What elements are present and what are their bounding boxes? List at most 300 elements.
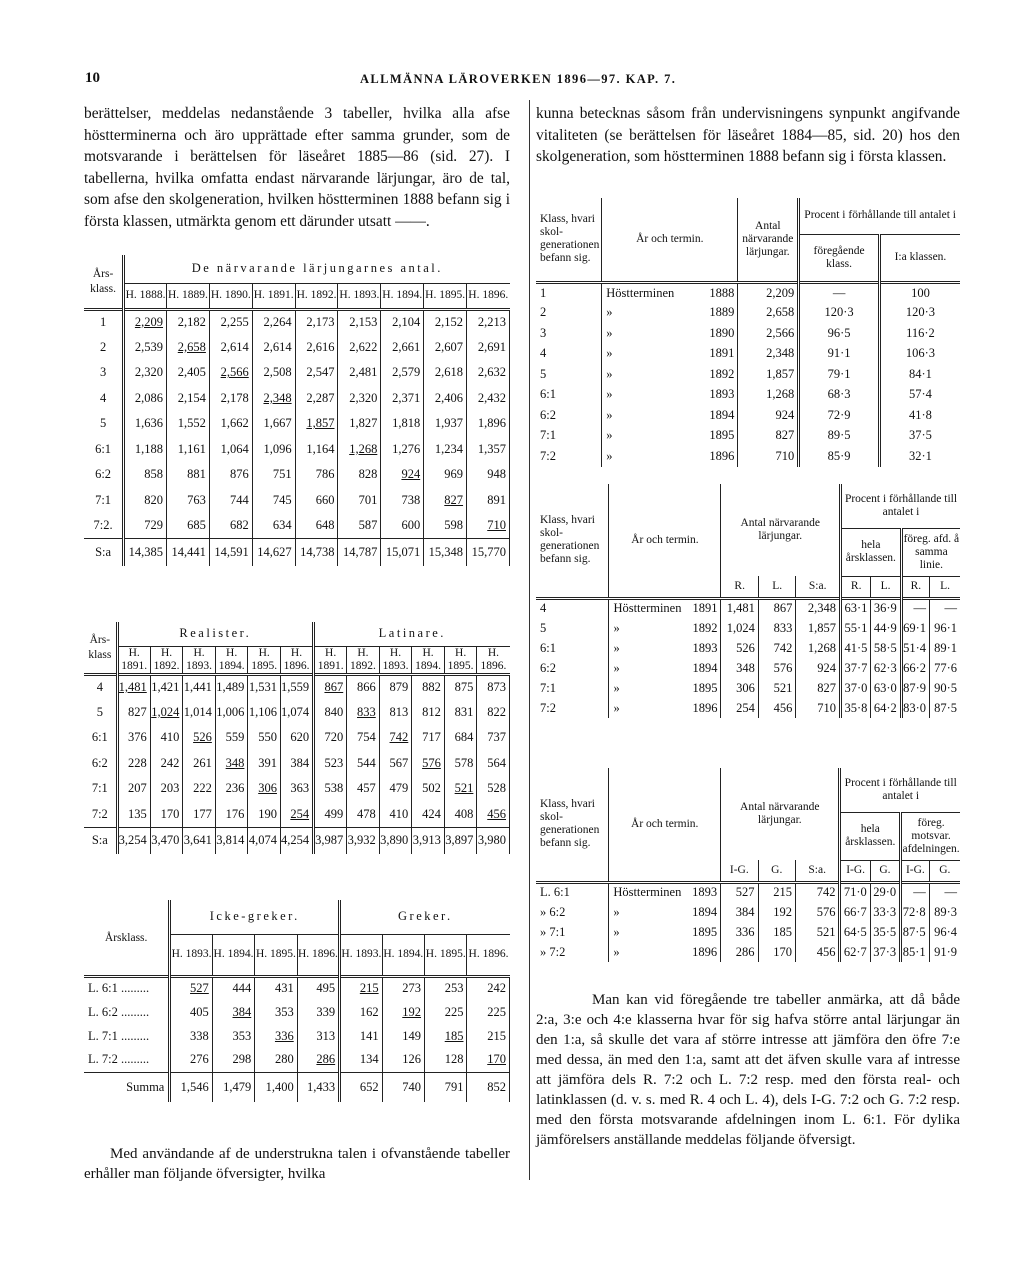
row-termin: » [606, 366, 613, 381]
table-cell: 225 [425, 1000, 467, 1024]
table1-year-header: H. 1894. [381, 283, 424, 309]
row-klass-label: 5 [536, 364, 602, 385]
table-cell: 738 [381, 488, 424, 514]
table5-sub-header: S:a. [796, 576, 841, 598]
row-termin: » [613, 660, 620, 675]
table-row [84, 513, 510, 539]
row-klass-label: 3 [84, 360, 124, 386]
table-cell: 502 [412, 776, 445, 802]
table-cell: 1,357 [467, 437, 510, 463]
table-cell: 62·7 [840, 942, 870, 962]
table-cell: 2,371 [381, 386, 424, 412]
total-label: S:a [84, 539, 124, 566]
table-cell: 833 [347, 700, 380, 726]
table-cell: 149 [382, 1024, 424, 1048]
table-cell: 41·5 [840, 638, 870, 658]
row-klass-label: » 7:2 [536, 942, 609, 962]
row-klass-label: L. 6:2 ......... [84, 1000, 170, 1024]
table-cell: 717 [412, 725, 445, 751]
table-cell: 550 [248, 725, 281, 751]
row-klass-label: 5 [536, 618, 609, 638]
table-cell: 528 [477, 776, 510, 802]
table-cell: 55·1 [840, 618, 870, 638]
table-cell: 969 [424, 462, 467, 488]
table-cell: 763 [167, 488, 210, 514]
row-termin: Höstterminen [606, 285, 675, 300]
table-cell: 2,173 [295, 309, 338, 335]
total-label: Summa [84, 1072, 170, 1102]
row-year: 1891 [682, 598, 721, 618]
table-cell: 1,234 [424, 437, 467, 463]
row-klass-label: 6:1 [536, 385, 602, 406]
table-cell: 33·3 [870, 902, 900, 922]
table-cell: 63·0 [871, 678, 901, 698]
row-antal: 2,566 [738, 323, 799, 344]
table-cell: — [944, 601, 957, 616]
table-cell: 685 [167, 513, 210, 539]
table6-h-termin: År och termin. [609, 768, 721, 882]
row-termin: » [606, 346, 613, 361]
column-divider [529, 100, 530, 1180]
table-cell: 83·0 [901, 698, 929, 718]
total-cell: 14,627 [252, 539, 295, 566]
table-cell: 192 [758, 902, 795, 922]
total-cell: 3,470 [150, 827, 183, 854]
table-cell: 384 [721, 902, 758, 922]
table-row [84, 462, 510, 488]
table-cell: 185 [425, 1024, 467, 1048]
table-row [84, 700, 510, 726]
table-cell: 58·5 [871, 638, 901, 658]
row-klass-label: 6:2 [536, 658, 609, 678]
row-klass-label: 4 [84, 386, 124, 412]
total-cell: 3,913 [412, 827, 445, 854]
table-cell: 924 [381, 462, 424, 488]
table-cell: 203 [150, 776, 183, 802]
row-termin: Höstterminen [613, 885, 682, 900]
row-termin: » [613, 700, 620, 715]
table-cell: 875 [444, 674, 477, 700]
table-cell: 1,857 [796, 618, 841, 638]
table-row [84, 725, 510, 751]
row-klass-label: 7:2. [84, 513, 124, 539]
table-cell: 456 [795, 942, 840, 962]
table-cell: 1,896 [467, 411, 510, 437]
row-termin: » [613, 904, 620, 919]
table-cell: 87·5 [934, 700, 957, 715]
table2-year-header: H. 1895. [444, 646, 477, 674]
row-termin: » [606, 325, 613, 340]
row-klass-label: 6:1 [84, 437, 124, 463]
table-cell: 170 [150, 802, 183, 828]
table-cell: 37·3 [870, 942, 900, 962]
table-row [536, 618, 960, 638]
table-cell: 840 [314, 700, 347, 726]
table-row [84, 309, 510, 335]
table-cell: 2,432 [467, 386, 510, 412]
table-cell: 72·8 [901, 902, 930, 922]
table-cell: 2,614 [252, 335, 295, 361]
table1-year-header: H. 1895. [424, 283, 467, 309]
table-cell: 866 [347, 674, 380, 700]
table-cell: 2,406 [424, 386, 467, 412]
table-cell: 2,348 [252, 386, 295, 412]
table-cell: 682 [209, 513, 252, 539]
table-cell: 225 [467, 1000, 510, 1024]
row-forsta: 84·1 [908, 366, 932, 381]
row-forsta: 120·3 [905, 305, 936, 320]
table-cell: 405 [170, 1000, 212, 1024]
table-cell: 128 [425, 1048, 467, 1072]
page-number: 10 [85, 70, 100, 86]
table-cell: 313 [297, 1024, 339, 1048]
row-forsta: 37·5 [908, 428, 932, 443]
table-cell: 2,182 [167, 309, 210, 335]
row-year: 1896 [682, 698, 721, 718]
table-row [536, 303, 960, 324]
table1-year-header: H. 1889. [167, 283, 210, 309]
row-klass-label: 1 [84, 309, 124, 335]
table-cell: 478 [347, 802, 380, 828]
table2-year-header: H. 1894. [215, 646, 248, 674]
table-cell: 242 [150, 751, 183, 777]
table-cell: 456 [477, 802, 510, 828]
table-cell: 2,320 [338, 386, 381, 412]
table-cell: 1,552 [167, 411, 210, 437]
table-cell: 1,937 [424, 411, 467, 437]
table-cell: 576 [758, 658, 795, 678]
row-year: 1894 [682, 658, 721, 678]
table-row [536, 446, 960, 467]
table5-h-klass: Klass, hvari skol-generationen befann sig. [536, 484, 609, 598]
table-cell: 431 [255, 976, 297, 1000]
table2-group-latinare: Latinare. [314, 622, 510, 646]
table-cell: 948 [467, 462, 510, 488]
table-cell: 66·2 [901, 658, 929, 678]
row-forsta: 106·3 [905, 346, 936, 361]
row-klass-label: L. 6:1 [536, 882, 609, 902]
table-row [536, 323, 960, 344]
total-cell: 740 [382, 1072, 424, 1102]
table3-year-header: H. 1896. [297, 934, 339, 976]
table-cell: 1,827 [338, 411, 381, 437]
row-termin: » [613, 924, 620, 939]
table-cell: 744 [209, 488, 252, 514]
table4-h-foregaende: föregående klass. [799, 234, 880, 282]
row-klass-label: L. 7:2 ......... [84, 1048, 170, 1072]
table3-year-header: H. 1893. [340, 934, 382, 976]
table5-sub-header: L. [871, 576, 901, 598]
table-cell: 521 [758, 678, 795, 698]
table-cell: 1,489 [215, 674, 248, 700]
table4-h-procent: Procent i förhållande till antalet i [799, 198, 960, 234]
table-cell: — [901, 598, 929, 618]
table3-group-icke-greker: Icke-greker. [170, 900, 340, 934]
table-cell: 499 [314, 802, 347, 828]
table-cell: 29·0 [870, 882, 900, 902]
table5-h-procent: Procent i förhållande till antalet i [840, 484, 960, 528]
table-cell: 2,547 [295, 360, 338, 386]
table-cell: 456 [758, 698, 795, 718]
row-klass-label: 7:1 [84, 488, 124, 514]
table-cell: 51·4 [901, 638, 929, 658]
total-cell: 15,770 [467, 539, 510, 566]
table-cell: 710 [796, 698, 841, 718]
table2-year-header: H. 1892. [347, 646, 380, 674]
table-cell: 336 [255, 1024, 297, 1048]
table5-h-foreg: föreg. afd. å samma linie. [901, 528, 960, 576]
table6-sub-header: G. [939, 864, 951, 876]
row-termin: » [613, 620, 620, 635]
row-klass-label: 6:1 [536, 638, 609, 658]
table-row [84, 802, 510, 828]
table-cell: 170 [758, 942, 795, 962]
row-klass-label: 6:2 [84, 751, 117, 777]
table-total-row [84, 539, 510, 566]
table-cell: 876 [209, 462, 252, 488]
table-cell: 215 [758, 882, 795, 902]
table2-year-header: H. 1893. [379, 646, 412, 674]
table-cell: 538 [314, 776, 347, 802]
table-cell: 176 [215, 802, 248, 828]
row-klass-label: 6:2 [84, 462, 124, 488]
table-cell: 2,405 [167, 360, 210, 386]
table-cell: 1,276 [381, 437, 424, 463]
table-cell: 1,096 [252, 437, 295, 463]
table-cell: 37·0 [840, 678, 870, 698]
row-foregaende: 96·5 [799, 323, 880, 344]
table-row [536, 922, 960, 942]
table-cell: 336 [721, 922, 758, 942]
table5-sub-header: R. [901, 576, 929, 598]
total-cell: 1,433 [297, 1072, 339, 1102]
total-cell: 14,385 [124, 539, 167, 566]
row-termin: » [613, 640, 620, 655]
table-total-row [84, 827, 510, 854]
table-cell: 348 [721, 658, 758, 678]
table-cell: 684 [444, 725, 477, 751]
table-cell: 742 [758, 638, 795, 658]
table-vitalitet-klasser [536, 198, 960, 467]
table-greker [84, 900, 510, 1102]
table-realister-latinare [84, 622, 510, 854]
table-cell: 1,161 [167, 437, 210, 463]
total-cell: 3,932 [347, 827, 380, 854]
table6-h-foreg: föreg. motsvar. afdelningen. [901, 812, 960, 860]
table-cell: 35·8 [840, 698, 870, 718]
total-cell: 15,071 [381, 539, 424, 566]
row-year: 1890 [674, 323, 738, 344]
row-antal: 1,857 [738, 364, 799, 385]
table-cell: 521 [444, 776, 477, 802]
table-cell: 134 [340, 1048, 382, 1072]
table-cell: 660 [295, 488, 338, 514]
table-cell: 215 [340, 976, 382, 1000]
table-cell: 192 [382, 1000, 424, 1024]
table-cell: 867 [758, 598, 795, 618]
table-cell: 348 [215, 751, 248, 777]
table-cell: 376 [117, 725, 150, 751]
table-cell: 185 [758, 922, 795, 942]
row-year: 1894 [674, 405, 738, 426]
row-foregaende: 85·9 [799, 446, 880, 467]
table5-h-antal: Antal närvarande lärjungar. [721, 484, 841, 576]
total-cell: 14,787 [338, 539, 381, 566]
right-closing-paragraph: Man kan vid föregående tre tabeller anmärka, att då både 2:a, 3:e och 4:e klasserna hvar för sig hafva större antal lärjungar än den 1:a, så skulle det vara af större intresse att jämföra den öfre 7:e med dessa, än med den 1:a, samt att det äfven skulle vara af intresse att jämföra dels R. 7:2 och L. 7:2 resp. med den första real- och latinklassen (d. v. s. med R. 4 och L. 4), dels I-G. 7:2 och G. 7:2 resp. med den första motsvarande afdelningen inom L. 6:1. För dylika jämförelsers anställande meddelas följande öfversigt. [536, 992, 960, 1148]
total-cell: 1,546 [170, 1072, 212, 1102]
table-cell: 882 [412, 674, 445, 700]
table-cell: 2,264 [252, 309, 295, 335]
table-cell: 87·9 [901, 678, 929, 698]
table-cell: 742 [795, 882, 840, 902]
total-cell: 3,641 [183, 827, 216, 854]
row-foregaende: 79·1 [799, 364, 880, 385]
row-antal: 2,348 [738, 344, 799, 365]
table2-year-header: H. 1892. [150, 646, 183, 674]
table-row [536, 598, 960, 618]
table-cell: 523 [314, 751, 347, 777]
table-cell: 2,691 [467, 335, 510, 361]
table-cell: 1,636 [124, 411, 167, 437]
table4-h-forsta: I:a klassen. [894, 251, 947, 263]
table-cell: 924 [796, 658, 841, 678]
row-foregaende: 68·3 [799, 385, 880, 406]
table-cell: 391 [248, 751, 281, 777]
left-closing-paragraph: Med användande af de understrukna talen i ofvanstående tabeller erhåller man följande öfversigter, hvilka [84, 1146, 510, 1182]
table1-year-header: H. 1893. [338, 283, 381, 309]
table-cell: 2,154 [167, 386, 210, 412]
table-cell: 527 [170, 976, 212, 1000]
table2-year-header: H. 1896. [280, 646, 313, 674]
table-cell: 1,818 [381, 411, 424, 437]
table-cell: 89·1 [934, 640, 957, 655]
table-row [84, 976, 510, 1000]
total-cell: 852 [467, 1072, 510, 1102]
row-antal: 2,658 [738, 303, 799, 324]
table-cell: 521 [795, 922, 840, 942]
row-year: 1888 [674, 282, 738, 303]
row-klass-label: 7:2 [536, 698, 609, 718]
table-cell: 751 [252, 462, 295, 488]
table-cell: 544 [347, 751, 380, 777]
table6-sub-header: I-G. [901, 860, 930, 882]
table-cell: 177 [183, 802, 216, 828]
table6-h-antal: Antal närvarande lärjungar. [721, 768, 840, 860]
running-title: ALLMÄNNA LÄROVERKEN 1896—97. KAP. 7. [360, 72, 677, 86]
table-row [84, 437, 510, 463]
row-klass-label: 2 [536, 303, 602, 324]
table-realister-latinare-procent [536, 484, 960, 718]
table-row [536, 405, 960, 426]
table-cell: 578 [444, 751, 477, 777]
table-cell: 891 [467, 488, 510, 514]
table-cell: 89·3 [934, 904, 957, 919]
table3-year-header: H. 1894. [212, 934, 254, 976]
table-row [536, 942, 960, 962]
table-cell: 1,074 [280, 700, 313, 726]
total-cell: 3,814 [215, 827, 248, 854]
table-cell: 71·0 [840, 882, 870, 902]
table-cell: 96·1 [934, 620, 957, 635]
row-year: 1891 [674, 344, 738, 365]
table-cell: 410 [379, 802, 412, 828]
row-klass-label: 4 [84, 674, 117, 700]
table-cell: 286 [297, 1048, 339, 1072]
table-cell: 820 [124, 488, 167, 514]
table2-year-header: H. 1895. [248, 646, 281, 674]
table-row [536, 364, 960, 385]
table-row [536, 638, 960, 658]
row-termin: Höstterminen [613, 601, 682, 616]
table-cell: 2,086 [124, 386, 167, 412]
table6-sub-header: I-G. [721, 860, 758, 882]
table3-year-header: H. 1895. [255, 934, 297, 976]
table-cell: 2,607 [424, 335, 467, 361]
row-year: 1889 [674, 303, 738, 324]
row-klass-label: L. 6:1 ......... [84, 976, 170, 1000]
table-cell: 2,539 [124, 335, 167, 361]
table-cell: 812 [412, 700, 445, 726]
table-cell: 36·9 [871, 598, 901, 618]
table-cell: 576 [412, 751, 445, 777]
table-cell: 1,481 [721, 598, 758, 618]
table-cell: 135 [117, 802, 150, 828]
table6-sub-header: G. [758, 860, 795, 882]
table-cell: 527 [721, 882, 758, 902]
table-cell: 2,255 [209, 309, 252, 335]
table-cell: 867 [314, 674, 347, 700]
table-cell: 873 [477, 674, 510, 700]
table-row [536, 385, 960, 406]
table-cell: 1,064 [209, 437, 252, 463]
row-year: 1895 [682, 678, 721, 698]
row-antal: 1,268 [738, 385, 799, 406]
table-cell: 306 [721, 678, 758, 698]
table3-year-header: H. 1895. [425, 934, 467, 976]
table3-year-header: H. 1896. [468, 948, 509, 960]
table-cell: 729 [124, 513, 167, 539]
table-cell: 828 [338, 462, 381, 488]
table-cell: 858 [124, 462, 167, 488]
table-cell: 1,857 [295, 411, 338, 437]
table-cell: 620 [280, 725, 313, 751]
table4-h-klass: Klass, hvari skol-generationen befann sig. [536, 198, 602, 282]
row-klass-label: 3 [536, 323, 602, 344]
row-forsta: 41·8 [908, 407, 932, 422]
row-year: 1894 [682, 902, 720, 922]
table-cell: 479 [379, 776, 412, 802]
table-cell: 222 [183, 776, 216, 802]
total-label: S:a [84, 827, 117, 854]
table-cell: 126 [382, 1048, 424, 1072]
table-cell: 833 [758, 618, 795, 638]
table-cell: 2,104 [381, 309, 424, 335]
table-cell: 215 [467, 1024, 510, 1048]
table-cell: 1,006 [215, 700, 248, 726]
table-row [84, 488, 510, 514]
table-cell: 384 [212, 1000, 254, 1024]
table-cell: 2,287 [295, 386, 338, 412]
total-cell: 14,441 [167, 539, 210, 566]
table-cell: 1,188 [124, 437, 167, 463]
table5-sub-header: L. [940, 580, 950, 592]
table-cell: 254 [721, 698, 758, 718]
row-klass-label: 7:2 [536, 446, 602, 467]
table-cell: 2,209 [124, 309, 167, 335]
table-cell: 276 [170, 1048, 212, 1072]
table-row [84, 776, 510, 802]
row-termin: » [606, 428, 613, 443]
